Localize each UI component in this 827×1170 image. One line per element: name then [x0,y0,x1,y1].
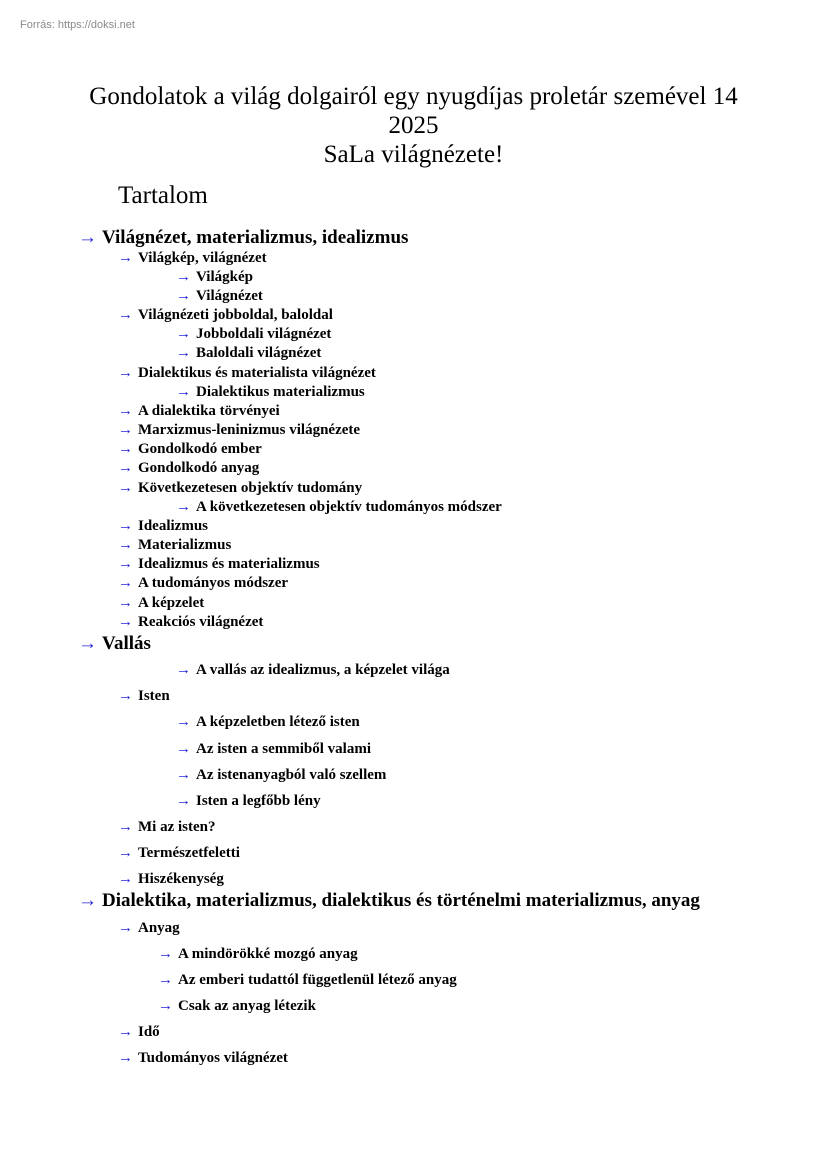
toc-link[interactable] [118,574,288,592]
toc-link-label: Dialektikus materializmus [196,384,365,400]
toc-link[interactable] [176,661,450,679]
toc-link-label: Következetesen objektív tudomány [138,480,363,496]
arrow-icon: → [176,326,191,342]
arrow-icon: → [158,998,173,1014]
toc-link-label: Csak az anyag létezik [178,998,316,1014]
toc-link[interactable] [118,402,280,420]
toc-link-label: Dialektikus és materialista világnézet [138,365,376,381]
arrow-icon: → [78,890,97,911]
arrow-icon: → [176,499,191,515]
toc-link-label: Világkép [196,269,253,285]
arrow-icon: → [176,269,191,285]
toc-link[interactable] [158,997,316,1015]
toc-heading: Tartalom [118,182,208,209]
toc-link-label: Jobboldali világnézet [196,326,332,342]
toc-link-label: A képzeletben létező isten [196,714,360,730]
arrow-icon: → [158,972,173,988]
toc-link[interactable] [176,740,371,758]
arrow-icon: → [118,518,133,534]
toc-link[interactable] [118,870,224,888]
toc-link-label: A mindörökké mozgó anyag [178,946,358,962]
toc-link[interactable] [176,498,502,516]
toc-link[interactable] [118,364,376,382]
arrow-icon: → [118,819,133,835]
toc-link-label: Az emberi tudattól függetlenül létező anyag [178,972,457,988]
toc-link[interactable] [176,287,263,305]
arrow-icon: → [176,714,191,730]
toc-link-label: A tudományos módszer [138,575,289,591]
toc-link[interactable] [118,613,263,631]
arrow-icon: → [118,595,133,611]
toc-link[interactable] [118,517,208,535]
arrow-icon: → [118,1024,133,1040]
toc-link-label: Reakciós világnézet [138,614,264,630]
arrow-icon: → [118,537,133,553]
toc-link[interactable] [118,440,262,458]
toc-link[interactable] [176,344,321,362]
toc-link[interactable] [118,536,231,554]
arrow-icon: → [176,288,191,304]
toc-link-label: Idealizmus [138,518,209,534]
toc-link[interactable] [118,844,240,862]
arrow-icon: → [118,614,133,630]
toc-link[interactable] [176,792,321,810]
arrow-icon: → [118,1050,133,1066]
toc-link-label: Marxizmus-leninizmus világnézete [138,422,361,438]
arrow-icon: → [118,556,133,572]
toc-link-label: Világnézet [196,288,263,304]
arrow-icon: → [118,480,133,496]
toc-link-label: Baloldali világnézet [196,345,322,361]
arrow-icon: → [118,422,133,438]
toc-link[interactable] [118,249,267,267]
toc-link[interactable] [118,687,170,705]
toc-link-label: A következetesen objektív tudományos módszer [196,499,502,515]
toc-link-label: A vallás az idealizmus, a képzelet világa [196,662,450,678]
arrow-icon: → [78,227,97,248]
arrow-icon: → [118,460,133,476]
toc-link-label: A képzelet [138,595,205,611]
arrow-icon: → [118,688,133,704]
toc-link-label: Materializmus [138,537,232,553]
arrow-icon: → [78,633,97,654]
toc-link-label: Világnézeti jobboldal, baloldal [138,307,333,323]
toc-link[interactable] [78,633,151,655]
arrow-icon: → [176,345,191,361]
toc-link[interactable] [176,325,331,343]
toc-link-label: Világkép, világnézet [138,250,267,266]
toc-link-label: Tudományos világnézet [138,1050,288,1066]
arrow-icon: → [176,741,191,757]
arrow-icon: → [118,871,133,887]
toc-link[interactable] [118,818,215,836]
toc-link[interactable] [118,459,259,477]
toc-link[interactable] [118,1049,288,1067]
toc-link-label: Világnézet, materializmus, idealizmus [102,227,409,248]
arrow-icon: → [176,384,191,400]
toc-link[interactable] [118,306,333,324]
toc-link-label: Vallás [102,633,151,654]
toc-link-label: Idő [138,1024,160,1040]
arrow-icon: → [118,441,133,457]
toc-link[interactable] [118,479,362,497]
toc-link[interactable] [176,268,253,286]
arrow-icon: → [118,403,133,419]
toc-link-label: Mi az isten? [138,819,216,835]
toc-link-label: Az isten a semmiből valami [196,741,371,757]
arrow-icon: → [176,767,191,783]
toc-link-label: Gondolkodó anyag [138,460,260,476]
arrow-icon: → [118,365,133,381]
toc-link-label: Anyag [138,920,180,936]
toc-link-label: Gondolkodó ember [138,441,262,457]
toc-link-label: Az istenanyagból való szellem [196,767,387,783]
document-title-line-1: Gondolatok a világ dolgairól egy nyugdíjas proletár szemével 14 [89,83,738,110]
toc-link-label: Hiszékenység [138,871,224,887]
arrow-icon: → [118,250,133,266]
toc-link-label: A dialektika törvényei [138,403,280,419]
arrow-icon: → [118,920,133,936]
toc-link[interactable] [158,945,358,963]
arrow-icon: → [118,307,133,323]
toc-link[interactable] [118,919,180,937]
toc-link[interactable] [118,1023,160,1041]
arrow-icon: → [118,575,133,591]
toc-link-label: Isten [138,688,170,704]
arrow-icon: → [176,662,191,678]
toc-link-label: Isten a legfőbb lény [196,793,321,809]
toc-link-label: Idealizmus és materializmus [138,556,320,572]
document-title-line-2: 2025 [388,112,439,139]
toc-link[interactable] [118,594,204,612]
toc-link-label: Dialektika, materializmus, dialektikus és történelmi materializmus, anyag [102,890,700,911]
toc-link[interactable] [78,890,700,912]
toc-link[interactable] [78,227,408,249]
toc-link[interactable] [118,421,360,439]
source-label: Forrás: https://doksi.net [20,19,135,31]
toc-link[interactable] [176,383,365,401]
toc-link-label: Természetfeletti [138,845,240,861]
toc-link[interactable] [118,555,320,573]
toc-link[interactable] [158,971,457,989]
arrow-icon: → [176,793,191,809]
toc-link[interactable] [176,766,386,784]
arrow-icon: → [118,845,133,861]
document-subtitle: SaLa világnézete! [323,141,504,168]
toc-link[interactable] [176,713,360,731]
arrow-icon: → [158,946,173,962]
